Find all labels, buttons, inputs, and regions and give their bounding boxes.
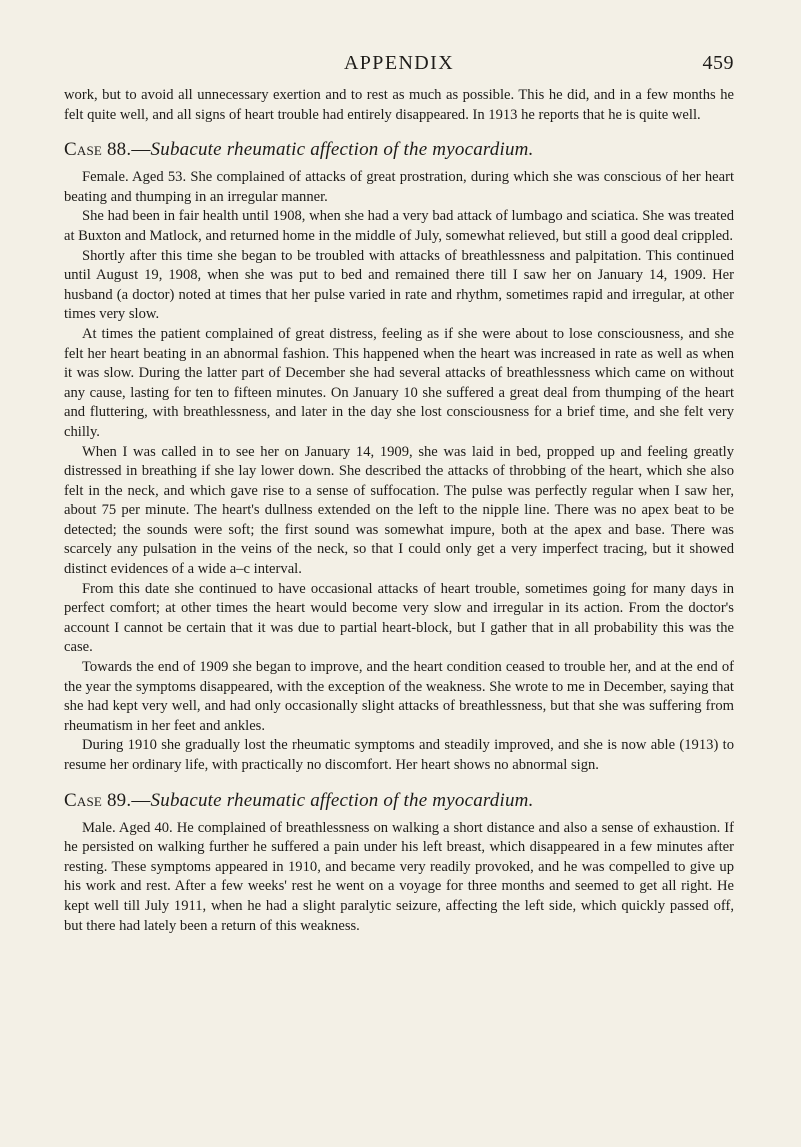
case-88-paragraph: At times the patient complained of great distress, feeling as if she were about to lose consciousness, and she felt her heart beating in an abnormal fashion. This happened when the heart was increased in rate as well as when it was slow. During the latter part of December she had several attacks of breathlessness which came on without any cause, lasting for ten to fifteen minutes. On January 10 she suffered a great deal from thumping of the heart and fluttering, with breathlessness, and later in the day she lost consciousness for a brief time, and she felt very chilly. (64, 325, 734, 440)
case-88-paragraph: When I was called in to see her on January 14, 1909, she was laid in bed, propped up and feeling greatly distressed in breathing if she lay lower down. She described the attacks of throbbing of the heart, which she also felt in the neck, and which gave rise to a sense of suffocation. The pulse was perfectly regular when I saw her, about 75 per minute. The heart's dullness extended on the left to the nipple line. There was no apex beat to be detected; the sounds were soft; the first sound was somewhat impure, both at the apex and base. There was scarcely any pulsation in the veins of the neck, so that I could only get a very imperfect tracing, but it showed distinct evidences of a wide a–c interval. (64, 443, 734, 578)
case-89-title: Subacute rheumatic affection of the myocardium. (150, 789, 534, 811)
case-88-heading (64, 138, 734, 162)
page (64, 52, 734, 936)
case-88-paragraph: During 1910 she gradually lost the rheumatic symptoms and steadily improved, and she is now able (1913) to resume her ordinary life, with practically no discomfort. Her heart shows no abnormal sign. (64, 737, 734, 773)
case-88-paragraph: Female. Aged 53. She complained of attacks of great prostration, during which she was conscious of her heart beating and thumping in an irregular manner. (64, 169, 734, 205)
case-88-number: Case 88. (64, 139, 132, 161)
case-88-dash: — (131, 139, 151, 161)
case-88-paragraph: Shortly after this time she began to be troubled with attacks of breathlessness and palpitation. This continued until August 19, 1908, when she was put to bed and remained there till I saw her on January 14, 1909. Her husband (a doctor) noted at times that her pulse varied in rate and rhythm, sometimes rapid and irregular, at other times very slow. (64, 247, 734, 323)
intro-paragraph: work, but to avoid all unnecessary exertion and to rest as much as possible. This he did, and in a few months he felt quite well, and all signs of heart trouble had entirely disappeared. In 1913 he reports that he is quite well. (64, 87, 734, 123)
running-head: APPENDIX (343, 52, 455, 74)
case-89-number: Case 89. (64, 789, 132, 811)
case-89-paragraph: Male. Aged 40. He complained of breathlessness on walking a short distance and also a sense of exhaustion. If he persisted on walking further he suffered a pain under his left breast, which disappeared in a few minutes after resting. These symptoms appeared in 1910, and became very readily provoked, and he was compelled to give up his work and rest. After a few weeks' rest he went on a voyage for three months and seemed to get all right. He kept well till July 1911, when he had a slight paralytic seizure, affecting the left side, which quickly passed off, but there had lately been a return of this weakness. (64, 819, 734, 934)
case-88-paragraph: She had been in fair health until 1908, when she had a very bad attack of lumbago and sciatica. She was treated at Buxton and Matlock, and returned home in the middle of July, somewhat relieved, but still a good deal crippled. (64, 208, 734, 244)
case-88-paragraph: From this date she continued to have occasional attacks of heart trouble, sometimes going for many days in perfect comfort; at other times the heart would become very slow and irregular in its action. From the doctor's account I cannot be certain that it was due to partial heart-block, but I gather that in all probability this was the case. (64, 580, 734, 656)
page-number: 459 (702, 52, 734, 74)
case-88-paragraph: Towards the end of 1909 she began to improve, and the heart condition ceased to trouble her, and at the end of the year the symptoms disappeared, with the exception of the weakness. She wrote to me in December, saying that she had kept very well, and had only occasionally slight attacks of breathlessness, but that she was suffering from rheumatism in her feet and ankles. (64, 659, 734, 734)
case-88-title: Subacute rheumatic affection of the myocardium. (150, 139, 534, 161)
page-header (64, 52, 734, 86)
case-89-dash: — (131, 789, 151, 811)
case-89-heading (64, 789, 734, 813)
